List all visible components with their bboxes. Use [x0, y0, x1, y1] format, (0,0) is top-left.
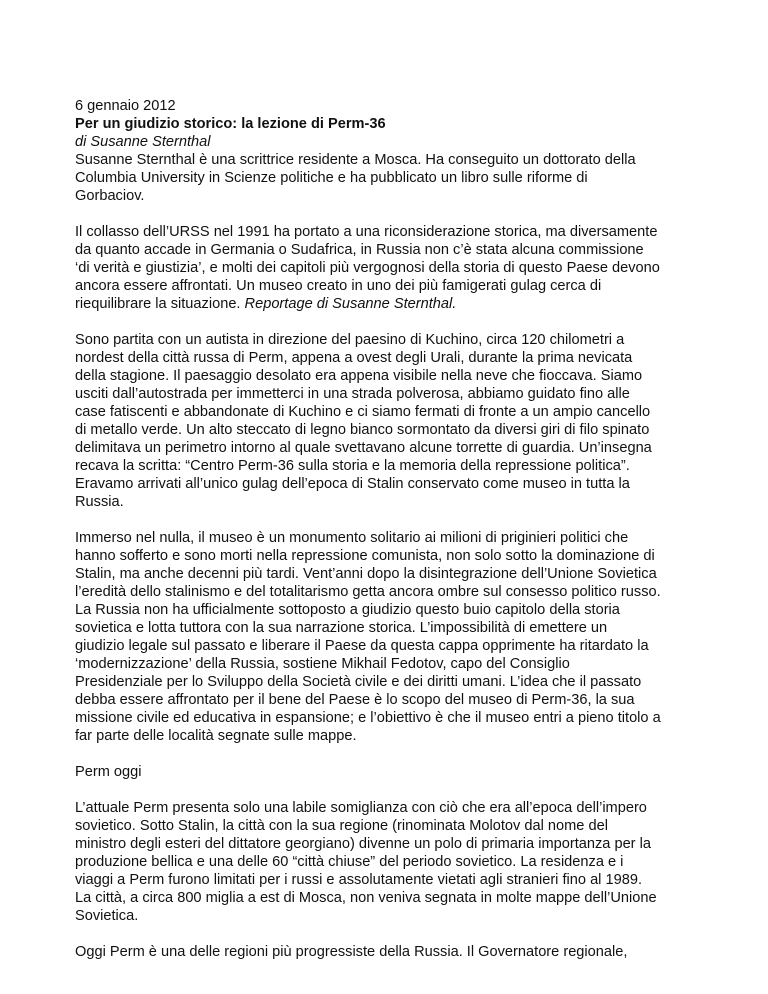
- intro-paragraph: [75, 223, 715, 313]
- text-line: usciti dall’autostrada per immetterci in una strada polverosa, abbiamo guidato fino alle: [75, 386, 630, 402]
- text-line: della stagione. Il paesaggio desolato era appena visibile nella neve che fioccava. Siamo: [75, 368, 643, 384]
- text-line: giudizio legale sul passato e liberare il Paese da questa cappa opprimente ha ritardato la: [75, 638, 649, 654]
- intro-last-text: riequilibrare la situazione.: [75, 296, 245, 312]
- body-paragraph: [75, 331, 715, 511]
- article-body: [75, 331, 715, 961]
- text-line: Columbia University in Scienze politiche e ha pubblicato un libro sulle riforme di: [75, 170, 588, 186]
- text-line: nordest della città russa di Perm, appena a ovest degli Urali, durante la prima nevicata: [75, 350, 633, 366]
- text-line: Gorbaciov.: [75, 188, 145, 204]
- body-paragraph: [75, 943, 715, 961]
- text-line: delimitava un perimetro intorno al quale svettavano alcune torrette di guardia. Un’insegna: [75, 440, 652, 456]
- text-line: [75, 295, 715, 313]
- text-line: l’eredità dello stalinismo e del totalitarismo getta ancora ombre sul consesso politico russo.: [75, 584, 661, 600]
- text-line: Eravamo arrivati all’unico gulag dell’epoca di Stalin conservato come museo in tutta la: [75, 476, 630, 492]
- text-line: sovietico. Sotto Stalin, la città con la sua regione (rinominata Molotov dal nome del: [75, 818, 608, 834]
- text-line: ‘modernizzazione’ della Russia, sostiene Mikhail Fedotov, capo del Consiglio: [75, 656, 570, 672]
- text-line: Oggi Perm è una delle regioni più progressiste della Russia. Il Governatore regionale,: [75, 944, 628, 960]
- text-line: La città, a circa 800 miglia a est di Mosca, non veniva segnata in molte mappe dell’Unione: [75, 890, 657, 906]
- text-line: Russia.: [75, 494, 124, 510]
- body-paragraph: [75, 529, 715, 745]
- text-line: da quanto accade in Germania o Sudafrica, in Russia non c’è stata alcuna commissione: [75, 242, 644, 258]
- text-line: Perm oggi: [75, 764, 142, 780]
- text-line: hanno sofferto e sono morti nella repressione comunista, non solo sotto la dominazione di: [75, 548, 655, 564]
- text-line: produzione bellica e una delle 60 “città chiuse” del periodo sovietico. La residenza e i: [75, 854, 624, 870]
- text-line: recava la scritta: “Centro Perm-36 sulla storia e la memoria della repressione politica”.: [75, 458, 630, 474]
- section-heading: [75, 763, 715, 781]
- text-line: Sono partita con un autista in direzione del paesino di Kuchino, circa 120 chilometri a: [75, 332, 625, 348]
- text-line: sovietica e lotta tuttora con la sua narrazione storica. L’impossibilità di emettere un: [75, 620, 608, 636]
- text-line: Stalin, ma anche decenni più tardi. Vent’anni dopo la disintegrazione dell’Unione Sovietica: [75, 566, 657, 582]
- reportage-credit: Reportage di Susanne Sternthal.: [244, 296, 457, 312]
- text-line: ancora essere affrontati. Un museo creato in uno dei più famigerati gulag cerca di: [75, 278, 602, 294]
- text-line: missione civile ed educativa in espansione; e l’obiettivo è che il museo entri a pieno titolo a: [75, 710, 661, 726]
- text-line: Immerso nel nulla, il museo è un monumento solitario ai milioni di priginieri politici che: [75, 530, 629, 546]
- article-title: Per un giudizio storico: la lezione di Perm-36: [75, 116, 386, 132]
- text-line: di metallo verde. Un alto steccato di legno bianco sormontato da diversi giri di filo spinato: [75, 422, 650, 438]
- text-line: Sovietica.: [75, 908, 139, 924]
- document-page: [75, 97, 715, 979]
- text-line: L’attuale Perm presenta solo una labile somiglianza con ciò che era all’epoca dell’impero: [75, 800, 647, 816]
- article-date: 6 gennaio 2012: [75, 98, 176, 114]
- text-line: ‘di verità e giustizia’, e molti dei capitoli più vergognosi della storia di questo Paese devono: [75, 260, 660, 276]
- text-line: Presidenziale per lo Sviluppo della Società civile e dei diritti umani. L’idea che il passato: [75, 674, 642, 690]
- text-line: ministro degli esteri del dittatore georgiano) divenne un polo di primaria importanza per la: [75, 836, 651, 852]
- article-byline: di Susanne Sternthal: [75, 134, 211, 150]
- text-line: viaggi a Perm furono limitati per i russi e assolutamente vietati agli stranieri fino al 1989.: [75, 872, 642, 888]
- text-line: far parte delle località segnate sulle mappe.: [75, 728, 357, 744]
- author-bio: [75, 151, 715, 205]
- text-line: Susanne Sternthal è una scrittrice residente a Mosca. Ha conseguito un dottorato della: [75, 152, 636, 168]
- text-line: case fatiscenti e abbandonate di Kuchino e ci siamo fermati di fronte a un ampio cancello: [75, 404, 651, 420]
- text-line: debba essere affrontato per il bene del Paese è lo scopo del museo di Perm-36, la sua: [75, 692, 635, 708]
- text-line: La Russia non ha ufficialmente sottoposto a giudizio questo buio capitolo della storia: [75, 602, 620, 618]
- body-paragraph: [75, 799, 715, 925]
- text-line: Il collasso dell’URSS nel 1991 ha portato a una riconsiderazione storica, ma diversamente: [75, 224, 658, 240]
